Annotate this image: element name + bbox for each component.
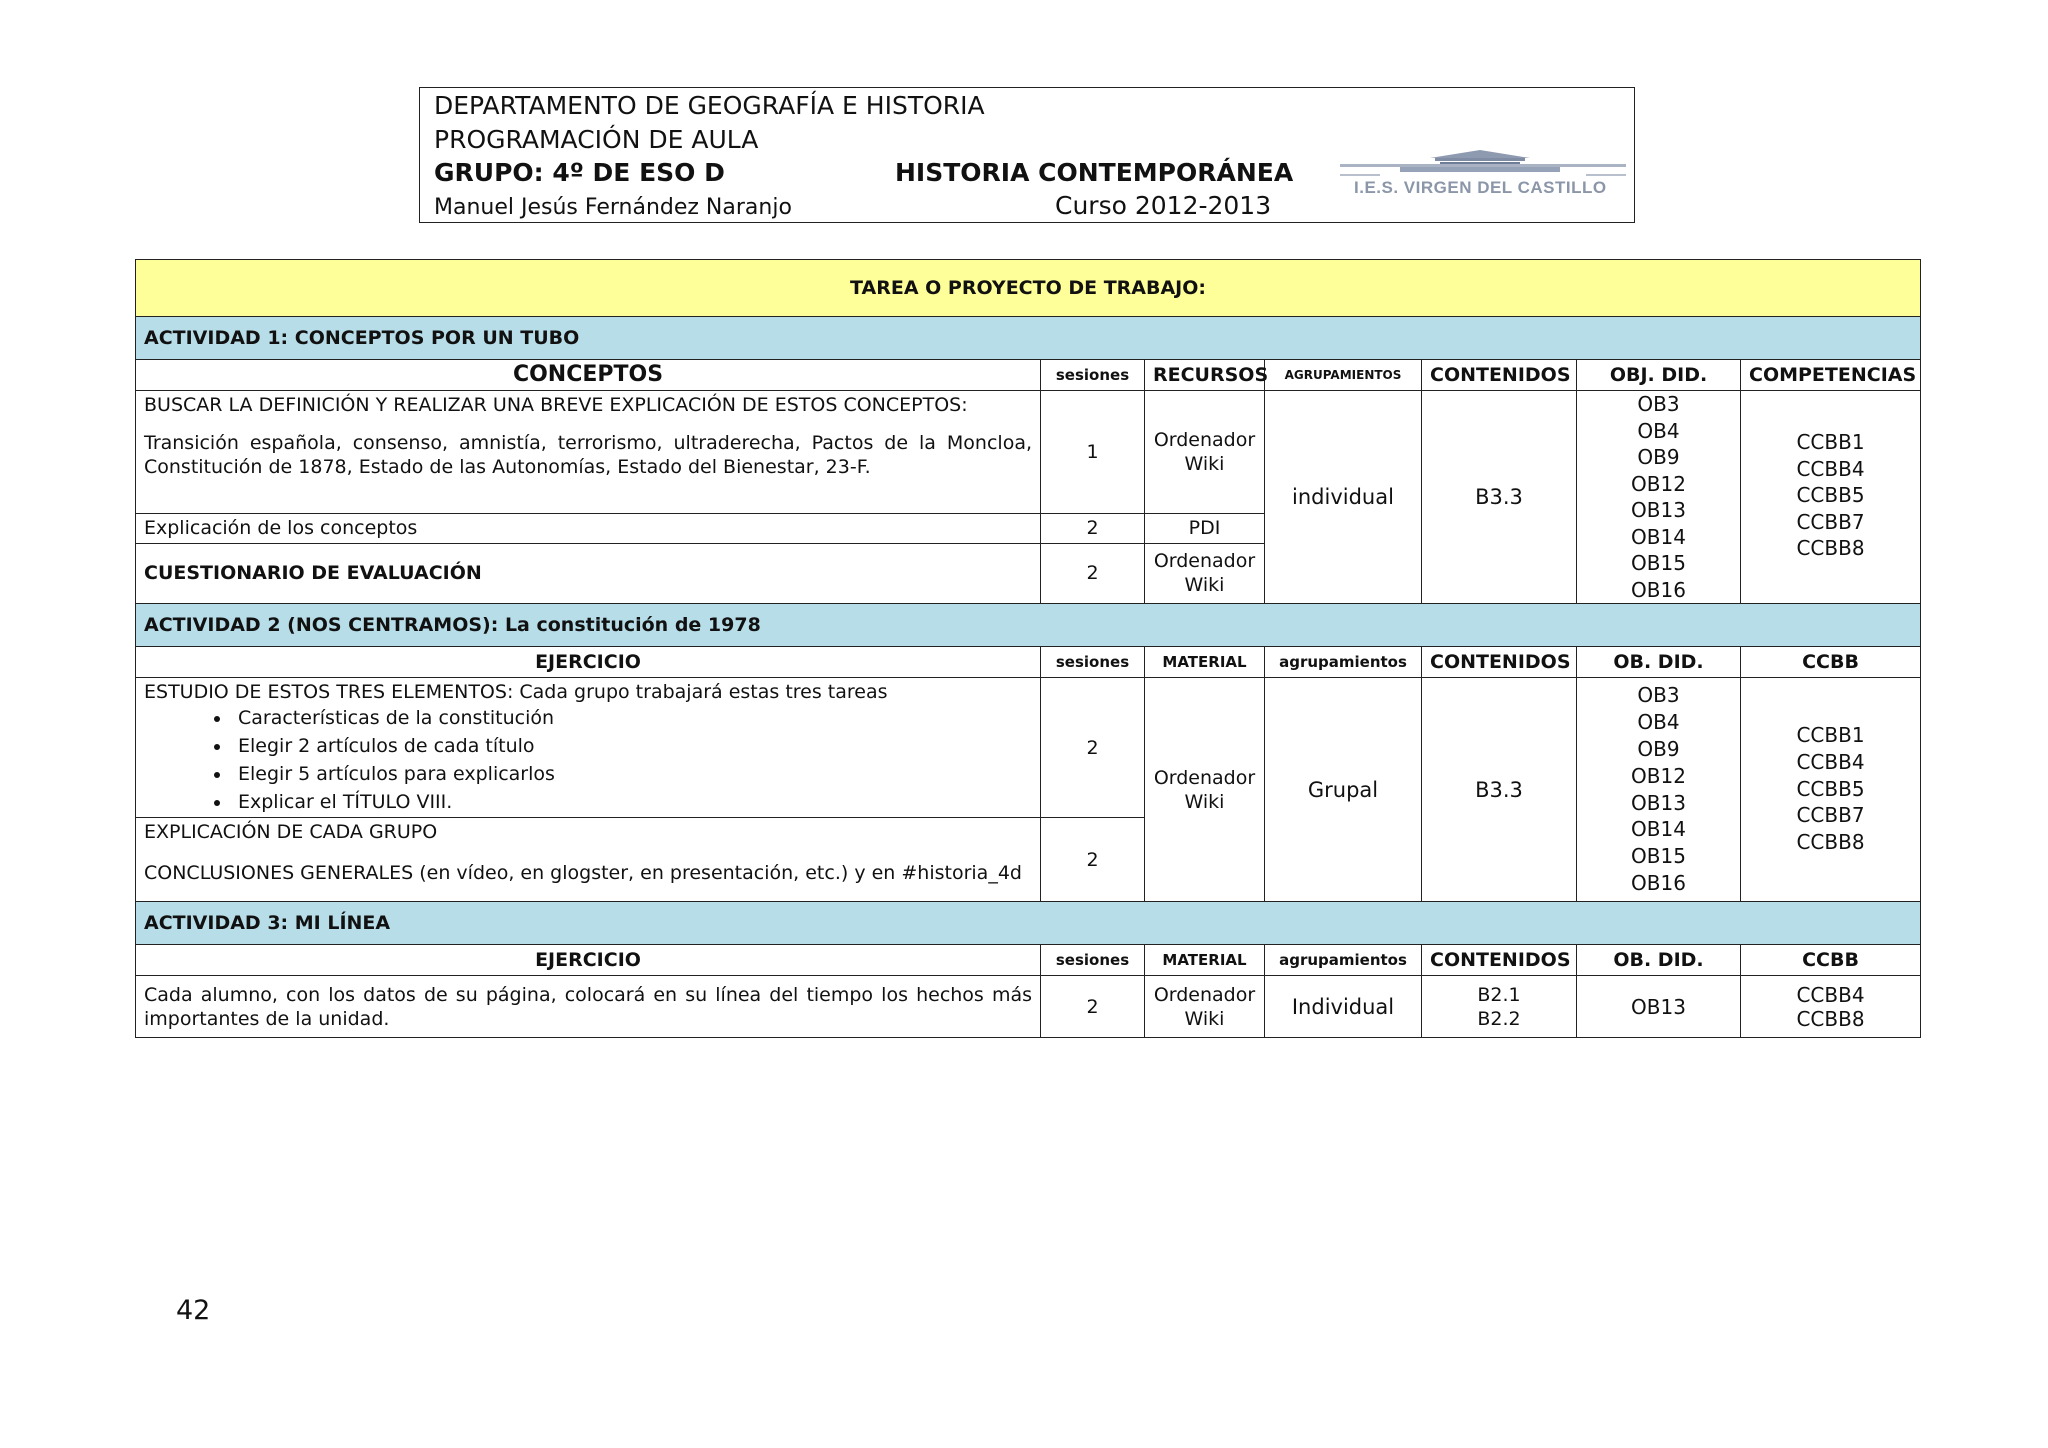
list-item: • Características de la constitución bbox=[232, 704, 1032, 732]
activity-1-column-headers bbox=[136, 360, 1921, 391]
content-value: B3.3 bbox=[1422, 391, 1577, 604]
table-title: TAREA O PROYECTO DE TRABAJO: bbox=[136, 260, 1921, 317]
competence-item: CCBB4 bbox=[1796, 456, 1865, 481]
col-header-objectives: OB. DID. bbox=[1577, 647, 1741, 678]
objective-item: OB14 bbox=[1631, 817, 1686, 842]
material-cell bbox=[1145, 678, 1265, 902]
resource-item: PDI bbox=[1145, 513, 1265, 543]
department-name: DEPARTAMENTO DE GEOGRAFÍA E HISTORIA bbox=[434, 91, 985, 120]
author-name: Manuel Jesús Fernández Naranjo bbox=[434, 195, 792, 220]
competence-item: CCBB5 bbox=[1796, 483, 1865, 507]
objective-item: OB13 bbox=[1631, 790, 1686, 815]
col-header-contents: CONTENIDOS bbox=[1422, 360, 1577, 391]
subject-label: HISTORIA CONTEMPORÁNEA bbox=[895, 158, 1294, 187]
col-header-competences: COMPETENCIAS bbox=[1741, 360, 1921, 391]
col-header-material: MATERIAL bbox=[1145, 647, 1265, 678]
objective-item: OB14 bbox=[1631, 524, 1686, 549]
col-header-contents: CONTENIDOS bbox=[1422, 647, 1577, 678]
activity-3-task: Cada alumno, con los datos de su página, colocará en su línea del tiempo los hechos más importantes de la unidad. bbox=[136, 976, 1041, 1038]
document-header bbox=[419, 87, 1635, 223]
col-header-competences: CCBB bbox=[1741, 647, 1921, 678]
activity-1-evaluation: CUESTIONARIO DE EVALUACIÓN bbox=[136, 543, 1041, 603]
competences-cell bbox=[1741, 678, 1921, 902]
sessions-value: 2 bbox=[1041, 818, 1145, 902]
material-item: Wiki bbox=[1184, 790, 1225, 813]
grouping-value: individual bbox=[1265, 391, 1422, 604]
objective-item: OB3 bbox=[1637, 683, 1680, 708]
activity-2-task-cell bbox=[136, 678, 1041, 818]
content-value: B3.3 bbox=[1422, 678, 1577, 902]
competence-item: CCBB8 bbox=[1796, 1006, 1865, 1031]
objective-item: OB12 bbox=[1631, 763, 1686, 788]
title-row bbox=[136, 260, 1921, 317]
activity-3-heading: ACTIVIDAD 3: MI LÍNEA bbox=[136, 902, 1921, 945]
competence-item: CCBB4 bbox=[1796, 749, 1865, 774]
sessions-value: 2 bbox=[1041, 678, 1145, 818]
objective-item: OB12 bbox=[1631, 471, 1686, 496]
activity-1-intro: BUSCAR LA DEFINICIÓN Y REALIZAR UNA BREVE EXPLICACIÓN DE ESTOS CONCEPTOS: bbox=[144, 394, 968, 416]
competence-item: CCBB1 bbox=[1796, 430, 1865, 454]
activity-1-explanation: Explicación de los conceptos bbox=[136, 513, 1041, 543]
col-header-contents: CONTENIDOS bbox=[1422, 945, 1577, 976]
col-header-resources: RECURSOS bbox=[1145, 360, 1265, 391]
col-header-competences: CCBB bbox=[1741, 945, 1921, 976]
objective-item: OB4 bbox=[1637, 418, 1680, 443]
resources-cell bbox=[1145, 391, 1265, 514]
objective-item: OB15 bbox=[1631, 844, 1686, 869]
resource-item: Ordenador bbox=[1153, 550, 1256, 573]
activity-2-heading: ACTIVIDAD 2 (NOS CENTRAMOS): La constitución de 1978 bbox=[136, 604, 1921, 647]
content-item: B2.1 bbox=[1477, 983, 1521, 1006]
resource-item: Ordenador bbox=[1153, 428, 1256, 451]
material-item: Ordenador bbox=[1153, 983, 1256, 1006]
objective-item: OB13 bbox=[1631, 498, 1686, 522]
objective-item: OB9 bbox=[1637, 445, 1680, 469]
course-year: Curso 2012-2013 bbox=[1055, 191, 1272, 220]
col-header-exercise: EJERCICIO bbox=[136, 647, 1041, 678]
contents-cell bbox=[1422, 976, 1577, 1038]
resources-cell bbox=[1145, 543, 1265, 603]
col-header-exercise: EJERCICIO bbox=[136, 945, 1041, 976]
table-row bbox=[136, 678, 1921, 818]
col-header-sessions: sesiones bbox=[1041, 647, 1145, 678]
list-item: • Explicar el TÍTULO VIII. bbox=[232, 788, 1032, 816]
resource-item: Wiki bbox=[1184, 452, 1225, 475]
project-table bbox=[135, 259, 1921, 1038]
list-item: • Elegir 5 artículos para explicarlos bbox=[232, 760, 1032, 788]
page-number: 42 bbox=[176, 1295, 211, 1326]
col-header-material: MATERIAL bbox=[1145, 945, 1265, 976]
objective-item: OB13 bbox=[1577, 976, 1741, 1038]
competence-item: CCBB5 bbox=[1796, 776, 1865, 801]
objectives-cell bbox=[1577, 678, 1741, 902]
activity-2-conclusions-cell bbox=[136, 818, 1041, 902]
competences-cell bbox=[1741, 976, 1921, 1038]
activity-1-task-cell bbox=[136, 391, 1041, 514]
sessions-value: 1 bbox=[1041, 391, 1145, 514]
col-header-sessions: sesiones bbox=[1041, 360, 1145, 391]
document-type: PROGRAMACIÓN DE AULA bbox=[434, 125, 759, 154]
sessions-value: 2 bbox=[1041, 976, 1145, 1038]
col-header-groupings: agrupamientos bbox=[1265, 945, 1422, 976]
objective-item: OB4 bbox=[1637, 710, 1680, 735]
activity-1-heading-row bbox=[136, 317, 1921, 360]
list-item: • Elegir 2 artículos de cada título bbox=[232, 732, 1032, 760]
col-header-objectives: OB. DID. bbox=[1577, 945, 1741, 976]
table-row bbox=[136, 391, 1921, 514]
sessions-value: 2 bbox=[1041, 513, 1145, 543]
material-cell bbox=[1145, 976, 1265, 1038]
objective-item: OB16 bbox=[1631, 870, 1686, 895]
competence-item: CCBB1 bbox=[1796, 723, 1865, 747]
school-logo bbox=[1340, 148, 1626, 206]
activity-2-heading-row bbox=[136, 604, 1921, 647]
objective-item: OB15 bbox=[1631, 551, 1686, 575]
grouping-value: Individual bbox=[1265, 976, 1422, 1038]
table-row bbox=[136, 976, 1921, 1038]
group-label: GRUPO: 4º DE ESO D bbox=[434, 158, 725, 187]
competence-item: CCBB8 bbox=[1796, 830, 1865, 855]
objective-item: OB9 bbox=[1637, 736, 1680, 761]
competences-cell bbox=[1741, 391, 1921, 604]
grouping-value: Grupal bbox=[1265, 678, 1422, 902]
col-header-groupings: AGRUPAMIENTOS bbox=[1265, 360, 1422, 391]
col-header-concepts: CONCEPTOS bbox=[136, 360, 1041, 391]
competence-item: CCBB8 bbox=[1796, 536, 1865, 560]
material-item: Wiki bbox=[1184, 1007, 1225, 1030]
material-item: Ordenador bbox=[1153, 766, 1256, 789]
objective-item: OB16 bbox=[1631, 577, 1686, 602]
activity-2-intro: ESTUDIO DE ESTOS TRES ELEMENTOS: Cada grupo trabajará estas tres tareas bbox=[144, 681, 888, 703]
activity-2-conclusions: CONCLUSIONES GENERALES (en vídeo, en glogster, en presentación, etc.) y en #historia_4d bbox=[144, 862, 1022, 884]
col-header-objectives: OBJ. DID. bbox=[1577, 360, 1741, 391]
content-item: B2.2 bbox=[1477, 1007, 1521, 1030]
activity-1-heading: ACTIVIDAD 1: CONCEPTOS POR UN TUBO bbox=[136, 317, 1921, 360]
activity-2-group-explanation: EXPLICACIÓN DE CADA GRUPO bbox=[144, 821, 438, 843]
activity-1-concepts-list: Transición española, consenso, amnistía, terrorismo, ultraderecha, Pactos de la Moncloa, Constitución de 1878, Estado de las Autonomías, Estado del Bienestar, 23-F. bbox=[144, 432, 1032, 478]
activity-2-column-headers bbox=[136, 647, 1921, 678]
activity-3-heading-row bbox=[136, 902, 1921, 945]
objectives-cell bbox=[1577, 391, 1741, 604]
col-header-groupings: agrupamientos bbox=[1265, 647, 1422, 678]
objective-item: OB3 bbox=[1637, 392, 1680, 416]
resource-item: Wiki bbox=[1184, 574, 1225, 597]
sessions-value: 2 bbox=[1041, 543, 1145, 603]
competence-item: CCBB7 bbox=[1796, 509, 1865, 534]
activity-2-task-list bbox=[144, 704, 1032, 816]
col-header-sessions: sesiones bbox=[1041, 945, 1145, 976]
activity-3-column-headers bbox=[136, 945, 1921, 976]
competence-item: CCBB4 bbox=[1796, 982, 1865, 1007]
logo-text: I.E.S. VIRGEN DEL CASTILLO bbox=[1354, 178, 1607, 197]
competence-item: CCBB7 bbox=[1796, 803, 1865, 828]
